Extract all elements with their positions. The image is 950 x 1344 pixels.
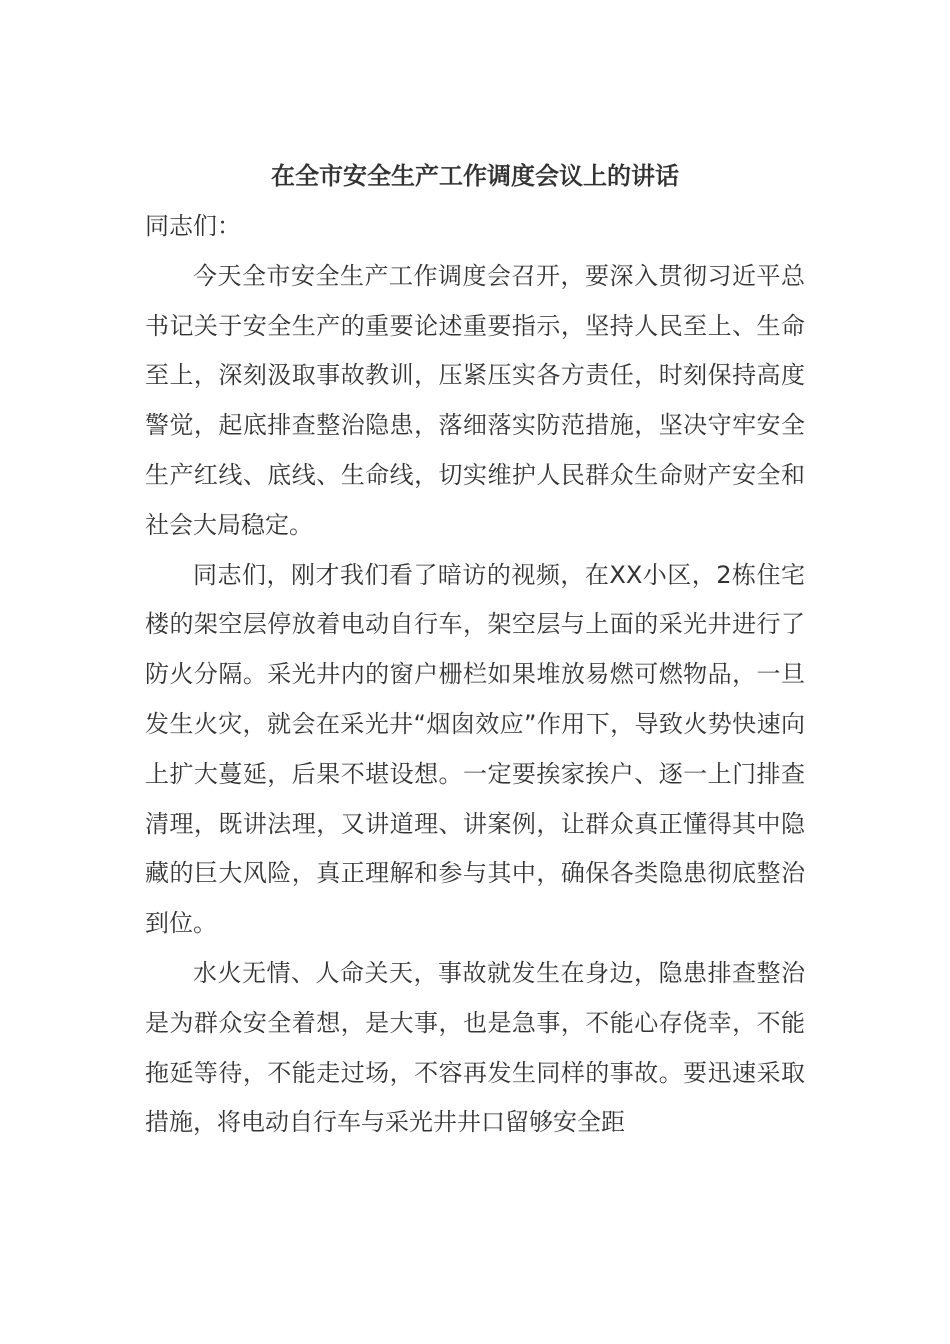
paragraph-3: 水火无情、人命关天，事故就发生在身边，隐患排查整治是为群众安全着想，是大事，也是急事，不能心存侥幸，不能拖延等待，不能走过场，不容再发生同样的事故。要迅速采取措施，将电动自行车与采光井井口留够安全距: [145, 958, 805, 1137]
salutation: 同志们：: [145, 212, 241, 240]
paragraph-2: 同志们，刚才我们看了暗访的视频，在XX小区，2栋住宅楼的架空层停放着电动自行车，架空层与上面的采光井进行了防火分隔。采光井内的窗户栅栏如果堆放易燃可燃物品，一旦发生火灾，就会在采光井“烟囱效应”作用下，导致火势快速向上扩大蔓延，后果不堪设想。一定要挨家挨户、逐一上门排查清理，既讲法理，又讲道理、讲案例，让群众真正懂得其中隐藏的巨大风险，真正理解和参与其中，确保各类隐患彻底整治到位。: [145, 560, 805, 938]
document-title: 在全市安全生产工作调度会议上的讲话: [271, 162, 679, 190]
paragraph-1: 今天全市安全生产工作调度会召开，要深入贯彻习近平总书记关于安全生产的重要论述重要指示，坚持人民至上、生命至上，深刻汲取事故教训，压紧压实各方责任，时刻保持高度警觉，起底排查整治隐患，落细落实防范措施，坚决守牢安全生产红线、底线、生命线，切实维护人民群众生命财产安全和社会大局稳定。: [145, 261, 805, 539]
document-body: [145, 202, 805, 1148]
